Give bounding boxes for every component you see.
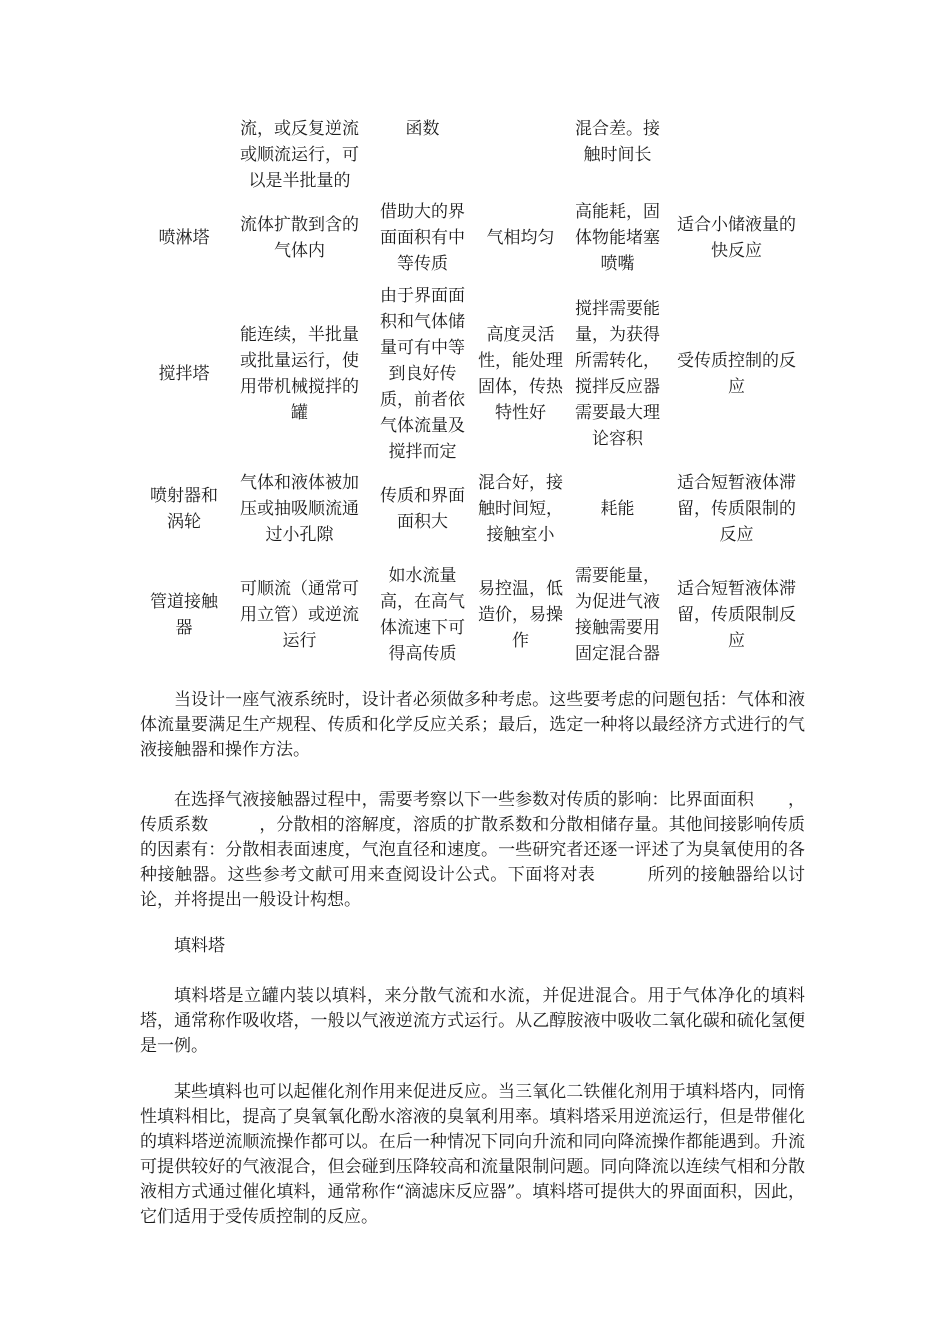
table-cell: 混合好，接触时间短，接触室小 <box>478 473 563 545</box>
table-row-continued <box>140 112 805 196</box>
table-cell: 喷淋塔 <box>158 228 210 248</box>
paragraph-text: 在选择气液接触器过程中，需要考察以下一些参数对传质的影响：比界面面积 ，传质系数 ，分散相的溶解度，溶质的扩散系数和分散相储存量。其他间接影响传质的因素有：分散相表面速度，气泡直径和速度。一些研究者还逐一评述了为臭氧使用的各种接触器。这些参考文献可用来查阅设计公式。下面将对表 所列的接触器给以讨论，并将提出一般设计构想。 <box>140 790 805 910</box>
section-heading: 填料塔 <box>174 936 225 956</box>
table-cell: 适合短暂液体滞留，传质限制反应 <box>677 579 796 651</box>
table-cell: 需要能量，为促进气液接触需要用固定混合器 <box>575 566 660 664</box>
table-cell: 搅拌塔 <box>158 364 210 384</box>
paragraph-design-considerations <box>140 688 805 763</box>
paragraph-text: 某些填料也可以起催化剂作用来促进反应。当三氧化二铁催化剂用于填料塔内，同惰性填料相比，提高了臭氧氧化酚水溶液的臭氧利用率。填料塔采用逆流运行，但是带催化的填料塔逆流顺流操作都可以。在后一种情况下同向升流和同向降流操作都能遇到。升流可提供较好的气液混合，但会碰到压降较高和流量限制问题。同向降流以连续气相和分散液相方式通过催化填料，通常称作“滴滤床反应器”。填料塔可提供大的界面面积，因此，它们适用于受传质控制的反应。 <box>140 1082 805 1227</box>
table-cell <box>474 112 567 196</box>
table-cell: 喷射器和涡轮 <box>150 486 218 532</box>
table-cell: 函数 <box>405 119 440 139</box>
table-cell: 管道接触器 <box>150 592 218 638</box>
table-row-spray-tower <box>140 196 805 280</box>
table-cell: 流体扩散到含的气体内 <box>240 215 359 261</box>
paragraph-packed-tower-intro <box>140 984 805 1059</box>
table-cell: 能连续，半批量或批量运行，使用带机械搅拌的罐 <box>240 325 359 423</box>
table-cell: 可顺流（通常可用立管）或逆流运行 <box>240 579 359 651</box>
table-cell: 高度灵活性，能处理固体，传热特性好 <box>478 325 563 423</box>
table-cell: 如水流量高，在高气体流速下可得高传质 <box>380 566 465 664</box>
table-cell <box>140 112 228 196</box>
table-row-pipe-contactor <box>140 550 805 680</box>
contactor-comparison-table <box>140 112 805 680</box>
table-cell: 适合短暂液体滞留，传质限制的反应 <box>677 473 796 545</box>
table-cell: 流，或反复逆流或顺流运行，可以是半批量的 <box>240 119 359 191</box>
table-row-stirred-tower <box>140 280 805 468</box>
table-cell: 适合小储液量的快反应 <box>677 215 796 261</box>
table-cell: 由于界面面积和气体储量可有中等到良好传质，前者依气体流量及搅拌而定 <box>380 286 465 462</box>
paragraph-text: 填料塔是立罐内装以填料，来分散气流和水流，并促进混合。用于气体净化的填料塔，通常称作吸收塔，一般以气液逆流方式运行。从乙醇胺液中吸收二氧化碳和硫化氢便是一例。 <box>140 986 805 1056</box>
table-cell: 易控温，低造价，易操作 <box>478 579 563 651</box>
table-cell: 气相均匀 <box>486 228 555 248</box>
paragraph-text: 当设计一座气液系统时，设计者必须做多种考虑。这些要考虑的问题包括：气体和液体流量要满足生产规程、传质和化学反应关系；最后，选定一种将以最经济方式进行的气液接触器和操作方法。 <box>140 690 805 760</box>
table-cell: 混合差。接触时间长 <box>575 119 660 165</box>
table-cell: 受传质控制的反应 <box>677 351 796 397</box>
paragraph-contactor-selection <box>140 788 805 913</box>
table-row-ejector-turbine <box>140 468 805 550</box>
table-cell: 借助大的界面面积有中等传质 <box>380 202 465 274</box>
paragraph-packed-tower-catalyst <box>140 1080 805 1230</box>
table-cell: 高能耗，固体物能堵塞喷嘴 <box>575 202 660 274</box>
table-cell <box>668 112 805 196</box>
table-cell: 传质和界面面积大 <box>380 486 465 532</box>
table-cell: 气体和液体被加压或抽吸顺流通过小孔隙 <box>240 473 359 545</box>
table-cell: 搅拌需要能量，为获得所需转化，搅拌反应器需要最大理论容积 <box>575 299 660 449</box>
table-cell: 耗能 <box>600 499 635 519</box>
